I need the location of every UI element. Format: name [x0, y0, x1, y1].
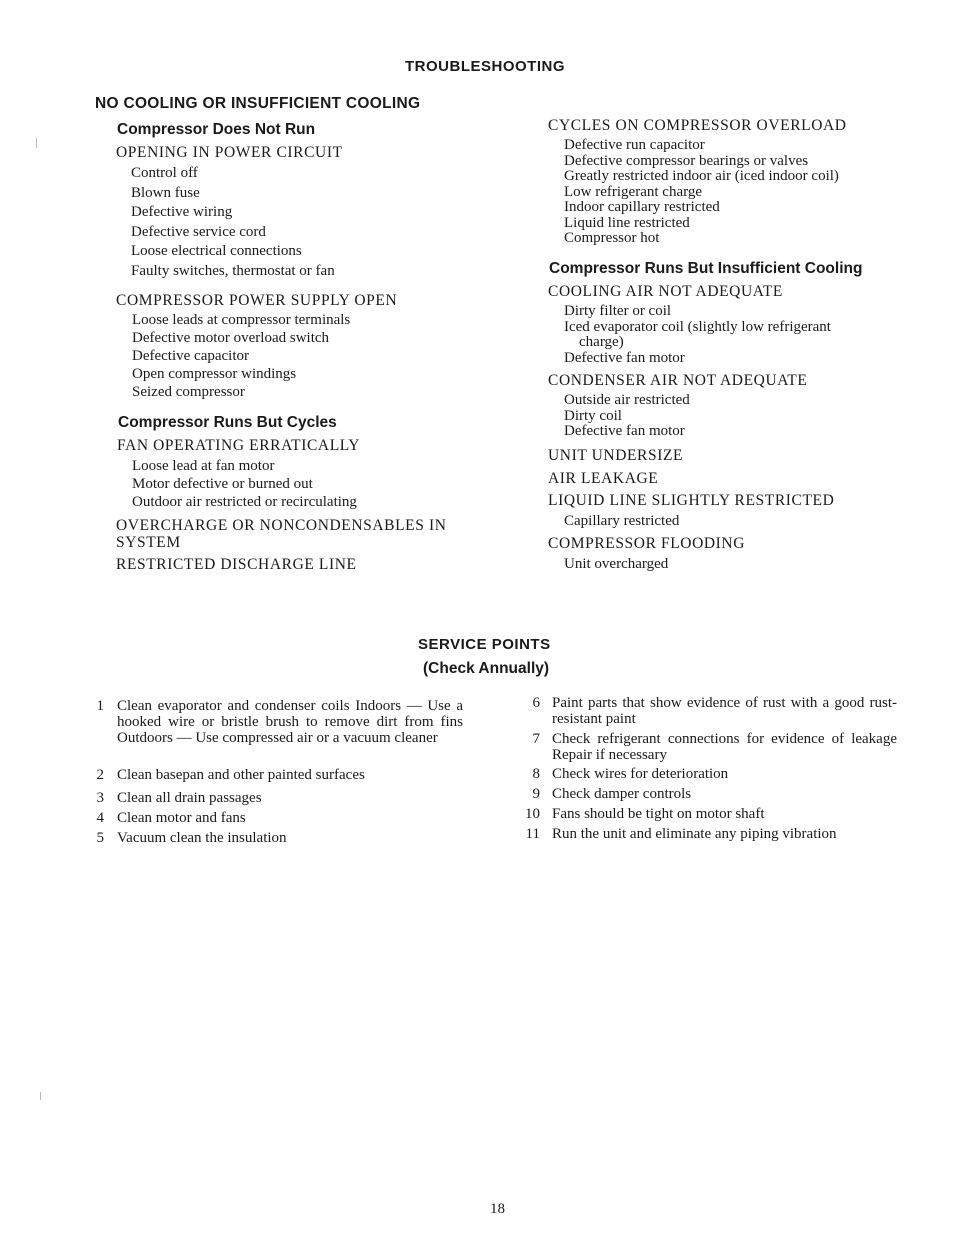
list-item: Defective fan motor — [564, 349, 685, 366]
item-number: 8 — [532, 766, 540, 782]
list-item: Motor defective or burned out — [132, 476, 313, 492]
list-item: Loose lead at fan motor — [132, 458, 275, 474]
cause-heading: CYCLES ON COMPRESSOR OVERLOAD — [548, 117, 847, 134]
margin-mark — [40, 1092, 41, 1100]
item-number: 9 — [532, 786, 540, 802]
service-item: Check wires for deterioration — [552, 766, 729, 782]
item-number: 5 — [96, 830, 104, 846]
cause-heading: OVERCHARGE OR NONCONDENSABLES IN — [116, 517, 447, 534]
service-item: Check refrigerant connections for evidence of leakage Repair if necessary — [552, 731, 897, 763]
service-item: Paint parts that show evidence of rust with a good rust-resistant paint — [552, 695, 897, 727]
subheading-compressor-runs-but-cycles: Compressor Runs But Cycles — [118, 414, 337, 431]
cause-list — [132, 457, 357, 511]
item-number: 2 — [96, 767, 104, 783]
service-item: Clean evaporator and condenser coils Indoors — Use a hooked wire or bristle brush to remove dirt from fins Outdoors — Use compressed air or a vacuum cleaner — [117, 698, 463, 746]
list-item: Defective service cord — [131, 223, 266, 240]
cause-heading: COMPRESSOR FLOODING — [548, 535, 746, 552]
list-item: Control off — [131, 165, 198, 181]
cause-list — [131, 164, 335, 281]
service-item: Check damper controls — [552, 786, 692, 802]
cause-list — [564, 393, 690, 440]
list-item: Outside air restricted — [564, 392, 690, 408]
subheading-compressor-does-not-run: Compressor Does Not Run — [117, 121, 316, 138]
cause-heading: OPENING IN POWER CIRCUIT — [116, 144, 343, 161]
list-item: Defective motor overload switch — [132, 330, 330, 346]
list-item: Defective compressor bearings or valves — [564, 152, 809, 169]
cause-list — [564, 138, 839, 247]
list-item: Loose electrical connections — [131, 243, 302, 259]
cause-heading: RESTRICTED DISCHARGE LINE — [116, 556, 357, 573]
list-item: Blown fuse — [131, 184, 200, 201]
service-item: Clean all drain passages — [117, 790, 262, 806]
item-number: 1 — [96, 698, 104, 714]
cause-heading: SYSTEM — [116, 534, 181, 551]
item-number: 3 — [96, 790, 104, 806]
list-item: charge) — [579, 334, 624, 350]
list-item: Defective wiring — [131, 204, 233, 220]
cause-heading: CONDENSER AIR NOT ADEQUATE — [548, 372, 808, 389]
service-item: Vacuum clean the insulation — [117, 830, 287, 846]
cause-heading: LIQUID LINE SLIGHTLY RESTRICTED — [548, 492, 835, 509]
list-item: Defective capacitor — [132, 348, 250, 364]
service-item: Fans should be tight on motor shaft — [552, 806, 765, 822]
list-item: Open compressor windings — [132, 366, 297, 382]
margin-mark — [36, 138, 37, 148]
cause-list — [132, 311, 350, 401]
item-number: 4 — [96, 810, 104, 826]
cause-heading: UNIT UNDERSIZE — [548, 447, 684, 464]
list-item: Dirty filter or coil — [564, 303, 672, 319]
section-heading: NO COOLING OR INSUFFICIENT COOLING — [95, 95, 421, 112]
page-title: TROUBLESHOOTING — [405, 58, 565, 75]
service-title: SERVICE POINTS — [418, 636, 551, 653]
list-item: Outdoor air restricted or recirculating — [132, 494, 357, 510]
list-item: Greatly restricted indoor air (iced indoor coil) — [564, 168, 839, 184]
list-item: Liquid line restricted — [564, 214, 690, 231]
list-item: Seized compressor — [132, 384, 245, 400]
cause-heading: COOLING AIR NOT ADEQUATE — [548, 283, 783, 300]
list-item: Unit overcharged — [564, 556, 669, 572]
cause-list — [564, 304, 831, 366]
cause-heading: COMPRESSOR POWER SUPPLY OPEN — [116, 292, 398, 309]
service-item: Clean motor and fans — [117, 810, 246, 826]
cause-heading: AIR LEAKAGE — [548, 470, 659, 487]
list-item: Loose leads at compressor terminals — [132, 312, 351, 328]
list-item: Indoor capillary restricted — [564, 199, 720, 215]
item-number: 11 — [525, 826, 540, 842]
cause-heading: FAN OPERATING ERRATICALLY — [117, 437, 361, 454]
list-item: Capillary restricted — [564, 513, 680, 529]
list-item: Defective run capacitor — [564, 137, 705, 153]
service-item: Clean basepan and other painted surfaces — [117, 767, 365, 783]
service-item: Run the unit and eliminate any piping vibration — [552, 826, 837, 842]
list-item: Defective fan motor — [564, 423, 685, 439]
subheading-compressor-runs-insufficient-cooling: Compressor Runs But Insufficient Cooling — [549, 260, 863, 277]
item-number: 10 — [525, 806, 540, 822]
page-number: 18 — [490, 1201, 505, 1217]
item-number: 7 — [532, 731, 540, 747]
service-subtitle: (Check Annually) — [423, 660, 550, 677]
list-item: Compressor hot — [564, 230, 660, 246]
list-item: Iced evaporator coil (slightly low refrigerant — [564, 318, 831, 335]
item-number: 6 — [532, 695, 540, 711]
list-item: Low refrigerant charge — [564, 183, 702, 200]
list-item: Dirty coil — [564, 407, 622, 424]
list-item: Faulty switches, thermostat or fan — [131, 262, 335, 279]
